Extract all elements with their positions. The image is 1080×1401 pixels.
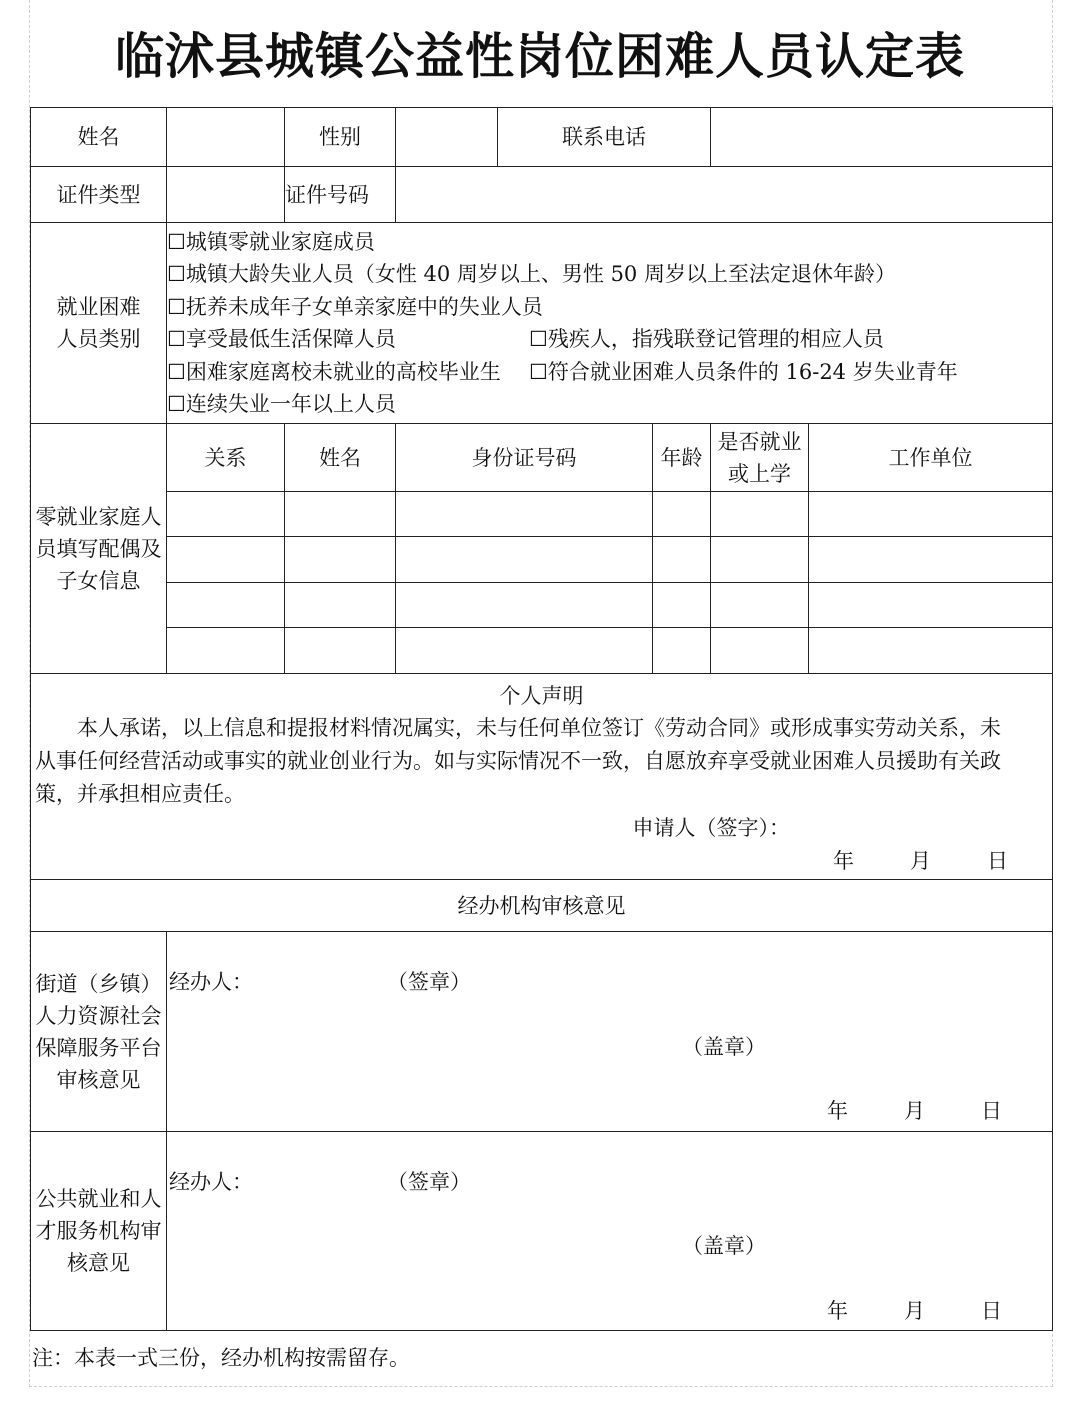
member-name-cell[interactable] [285,537,396,583]
family-label-line2: 员填写配偶及 [35,536,162,561]
checkbox-icon[interactable]: ☐ [529,327,548,351]
category-option-label: 连续失业一年以上人员 [185,392,396,416]
sign-label: （签章） [387,1170,471,1194]
category-option[interactable] [167,323,529,356]
public-review-cell[interactable] [167,1132,1053,1331]
relation-cell[interactable] [167,628,285,674]
category-label-line2: 人员类别 [56,327,141,351]
declaration-date [31,845,1052,879]
category-option-label: 享受最低生活保障人员 [185,327,396,351]
checkbox-icon[interactable]: ☐ [167,262,186,286]
public-label-line: 核意见 [67,1251,130,1275]
declaration-line: 从事任何经营活动或事实的就业创业行为。如与实际情况不一致，自愿放弃享受就业困难人员援助有关政 [35,749,1001,773]
street-review-label [31,932,167,1132]
date-day: 日 [981,1099,1002,1123]
employed-cell[interactable] [711,583,809,628]
street-review-content [167,932,1052,1131]
date-year: 年 [827,1299,848,1323]
checkbox-icon[interactable]: ☐ [167,229,186,254]
age-cell[interactable] [653,537,711,583]
checkbox-icon[interactable]: ☐ [167,294,186,319]
street-label-line: 街道（乡镇） [35,971,162,996]
street-review-cell[interactable] [167,932,1053,1132]
category-option[interactable] [167,291,1052,324]
category-option[interactable] [167,258,1052,291]
member-name-cell[interactable] [285,628,396,674]
category-options [167,223,1053,424]
category-option-label: 城镇零就业家庭成员 [185,229,375,254]
col-header-age: 年龄 [653,424,711,492]
work-cell[interactable] [809,537,1053,583]
id-type-field[interactable] [167,167,285,223]
handler-label: 经办人： [169,970,253,994]
street-review-row [31,932,1053,1132]
relation-cell[interactable] [167,537,285,583]
family-label-line3: 子女信息 [56,568,141,593]
declaration-row [31,674,1053,880]
table-row [31,583,1053,628]
id-cell[interactable] [396,583,653,628]
id-type-label: 证件类型 [31,167,167,223]
checkbox-icon[interactable]: ☐ [529,359,548,384]
date-month: 月 [910,849,931,873]
work-cell[interactable] [809,583,1053,628]
checkbox-icon[interactable]: ☐ [167,392,186,416]
public-label-line: 才服务机构审 [35,1219,162,1243]
name-label: 姓名 [31,108,167,167]
age-cell[interactable] [653,492,711,537]
declaration-cell [31,674,1053,880]
age-cell[interactable] [653,583,711,628]
id-cell[interactable] [396,628,653,674]
category-label [31,223,167,424]
id-cell[interactable] [396,537,653,583]
phone-field[interactable] [711,108,1053,167]
seal-label: （盖章） [682,1035,766,1059]
phone-label: 联系电话 [498,108,711,167]
employed-cell[interactable] [711,537,809,583]
date-month: 月 [904,1299,925,1323]
public-label-line: 公共就业和人 [35,1187,162,1211]
street-label-line: 审核意见 [56,1067,141,1092]
category-option-label: 残疾人，指残联登记管理的相应人员 [547,327,884,351]
family-header-row [31,424,1053,492]
public-review-row [31,1132,1053,1331]
category-option[interactable] [167,388,1052,421]
basic-row-1 [31,108,1053,167]
category-option-pair [167,356,1052,389]
table-row [31,628,1053,674]
sign-label: （签章） [387,970,471,994]
footnote: 注：本表一式三份，经办机构按需留存。 [32,1346,410,1370]
id-number-label: 证件号码 [285,167,396,223]
checkbox-icon[interactable]: ☐ [167,359,186,384]
employed-cell[interactable] [711,628,809,674]
declaration-line: 策，并承担相应责任。 [35,782,245,806]
family-label-line1: 零就业家庭人 [35,504,162,529]
seal-label: （盖章） [682,1234,766,1258]
form-title: 临沭县城镇公益性岗位困难人员认定表 [114,28,965,85]
member-name-cell[interactable] [285,492,396,537]
table-row [31,492,1053,537]
id-cell[interactable] [396,492,653,537]
date-day: 日 [987,849,1008,873]
col-header-name: 姓名 [285,424,396,492]
street-label-line: 人力资源社会 [35,1003,162,1028]
handler-label: 经办人： [169,1170,253,1194]
col-header-work: 工作单位 [809,424,1053,492]
name-field[interactable] [167,108,285,167]
col-header-relation: 关系 [167,424,285,492]
col-header-employed-line2: 或上学 [728,461,791,486]
category-option-label: 符合就业困难人员条件的 16-24 岁失业青年 [547,359,958,384]
category-option[interactable] [167,356,529,389]
street-label-line: 保障服务平台 [35,1035,162,1060]
review-section-title: 经办机构审核意见 [31,880,1053,932]
category-option-pair [167,323,1052,356]
declaration-line: 本人承诺，以上信息和提报材料情况属实，未与任何单位签订《劳动合同》或形成事实劳动关系，未 [77,716,1001,740]
category-option[interactable] [529,327,884,351]
review-title-row [31,880,1053,932]
employed-cell[interactable] [711,492,809,537]
work-cell[interactable] [809,492,1053,537]
form-table [30,107,1053,1331]
public-review-label [31,1132,167,1331]
category-row [31,223,1053,424]
basic-row-2 [31,167,1053,223]
date-day: 日 [981,1299,1002,1323]
declaration-body [31,712,1052,811]
date-month: 月 [904,1099,925,1123]
work-cell[interactable] [809,628,1053,674]
category-option[interactable] [529,360,958,384]
col-header-id: 身份证号码 [396,424,653,492]
table-row [31,537,1053,583]
id-number-field[interactable] [396,167,1053,223]
gender-field[interactable] [396,108,498,167]
category-option-label: 抚养未成年子女单亲家庭中的失业人员 [185,294,543,319]
date-year: 年 [833,849,854,873]
relation-cell[interactable] [167,583,285,628]
checkbox-icon[interactable]: ☐ [167,327,186,351]
member-name-cell[interactable] [285,583,396,628]
public-review-content [167,1132,1052,1330]
col-header-employed-line1: 是否就业 [717,429,802,454]
relation-cell[interactable] [167,492,285,537]
declaration-title: 个人声明 [499,684,584,708]
family-label [31,424,167,674]
gender-label: 性别 [285,108,396,167]
category-option-label: 城镇大龄失业人员（女性 40 周岁以上、男性 50 周岁以上至法定退休年龄） [185,262,896,286]
category-option-label: 困难家庭离校未就业的高校毕业生 [185,359,501,384]
col-header-employed [711,424,809,492]
category-label-line1: 就业困难 [56,295,141,319]
date-year: 年 [827,1099,848,1123]
age-cell[interactable] [653,628,711,674]
category-option[interactable] [167,226,1052,259]
applicant-signature[interactable]: 申请人（签字）： [632,816,790,840]
